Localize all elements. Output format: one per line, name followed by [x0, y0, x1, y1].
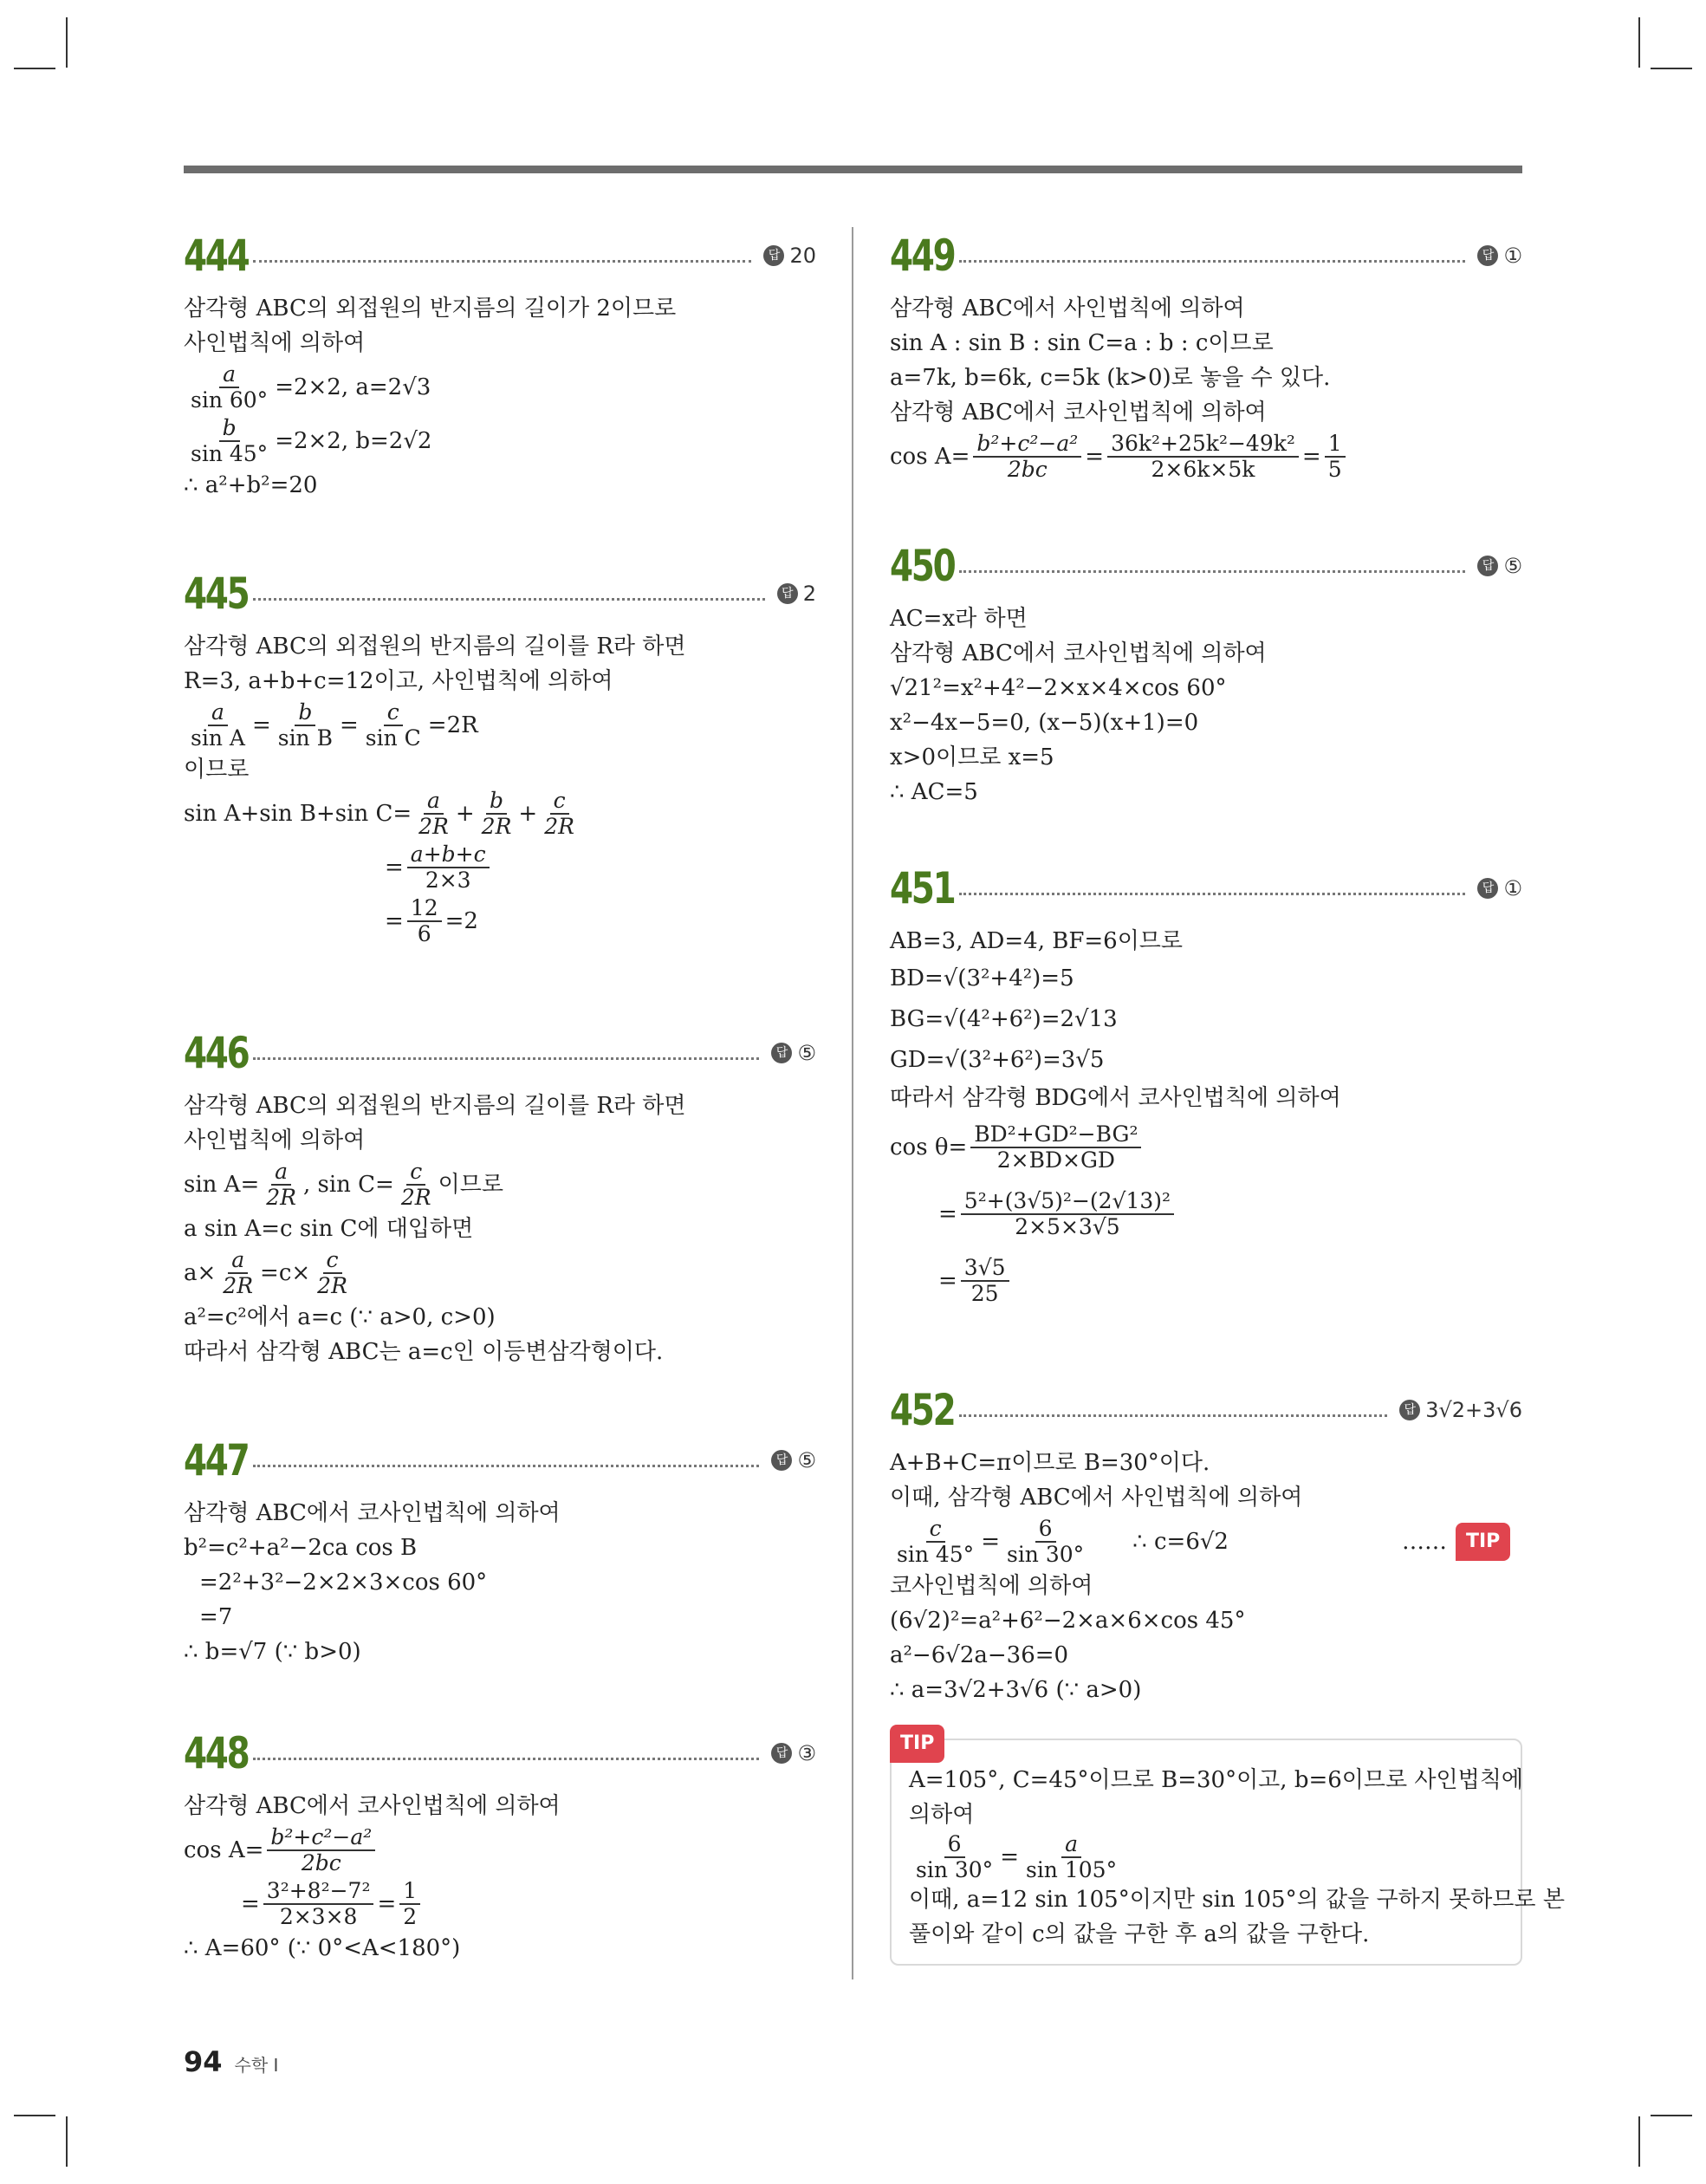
equation: = $\frac{a+b+c}{2\times 3}$: [184, 841, 816, 894]
equation-rhs: ∴ c=6√2: [1132, 1529, 1229, 1555]
equation: [184, 1158, 816, 1212]
denominator: sin 45°: [191, 441, 269, 466]
solution: [184, 1782, 816, 1966]
problem-header: [184, 565, 816, 622]
problem-451: [890, 860, 1522, 1381]
tip-line: 이때, a=12 sin 105°이지만 sin 105°의 값을 구하지 못하므로 본: [909, 1887, 1565, 1913]
solution-line: 삼각형 ABC에서 코사인법칙에 의하여: [890, 400, 1267, 426]
fraction: [398, 1160, 435, 1210]
equation-part: =c×: [260, 1260, 311, 1286]
equation-rhs: =2×2, b=2√2: [275, 428, 432, 454]
equation-part: , sin C=: [302, 1172, 394, 1198]
answer-icon: 답: [1399, 1400, 1420, 1420]
numerator: a+b+c: [407, 842, 490, 868]
denominator: sin A: [191, 725, 245, 751]
answer: [1399, 1398, 1522, 1422]
denominator: 2×3: [425, 868, 471, 893]
solution-line: b²=c²+a²−2ca cos B: [184, 1535, 418, 1561]
tip-line: A=105°, C=45°이므로 B=30°이고, b=6이므로 사인법칙에: [909, 1767, 1523, 1793]
fraction: [362, 700, 425, 751]
equation: [184, 1246, 816, 1300]
answer: [763, 244, 816, 268]
numerator: b: [486, 789, 507, 815]
denominator: 2: [403, 1904, 418, 1929]
numerator: 3√5: [961, 1256, 1009, 1282]
answer: [771, 1041, 816, 1065]
leader-dots: [253, 1465, 759, 1467]
solution-line: =7: [199, 1604, 233, 1630]
column-divider: [852, 227, 853, 1979]
solution-line: AC=x라 하면: [890, 606, 1028, 632]
solution-line: GD=√(3²+6²)=3√5: [890, 1047, 1105, 1073]
answer-value: ⑤: [797, 1041, 816, 1065]
problem-number: 446: [184, 1028, 249, 1078]
denominator: 6: [417, 921, 431, 946]
answer-icon: 답: [777, 583, 798, 604]
equation: = $\frac{12}{6}$ =2: [385, 895, 478, 946]
problem-header: [184, 1725, 816, 1782]
numerator: b: [295, 700, 315, 726]
fraction: [314, 1248, 351, 1298]
problem-header: [184, 1432, 816, 1489]
answer-value: ⑤: [797, 1448, 816, 1472]
solution-line: 삼각형 ABC에서 코사인법칙에 의하여: [184, 1500, 561, 1526]
fraction: [961, 1256, 1009, 1306]
equation: [184, 361, 816, 414]
numerator: 6: [944, 1832, 965, 1858]
denominator: sin 45°: [897, 1542, 975, 1567]
fraction: [407, 842, 490, 893]
solution-line: ∴ a²+b²=20: [184, 472, 318, 498]
problem-447: [184, 1432, 816, 1725]
answer: [777, 582, 816, 606]
leader-dots: [253, 598, 765, 601]
answer: [1477, 876, 1522, 900]
fraction: [187, 362, 271, 413]
numerator: a: [271, 1160, 291, 1186]
numerator: b²+c²−a²: [267, 1825, 375, 1851]
answer-icon: 답: [771, 1743, 792, 1764]
solution-line: 삼각형 ABC에서 코사인법칙에 의하여: [184, 1793, 561, 1819]
problem-445: [184, 565, 816, 1024]
solution: [890, 595, 1522, 809]
solution-line: ∴ A=60° (∵ 0°<A<180°): [184, 1935, 461, 1961]
tip-badge: TIP: [890, 1725, 944, 1763]
problem-header: [890, 860, 1522, 917]
equation-rhs: =2R: [427, 712, 478, 738]
solution-line: =2²+3²−2×2×3×cos 60°: [199, 1570, 488, 1596]
denominator: 2R: [223, 1273, 254, 1298]
numerator: 12: [407, 896, 442, 922]
leader-dots: [253, 260, 751, 263]
solution: [890, 284, 1522, 484]
problem-header: [890, 1381, 1522, 1439]
solution-line: 사인법칙에 의하여: [184, 330, 366, 356]
right-column: [890, 227, 1565, 1966]
answer-icon: 답: [1477, 245, 1498, 266]
solution-line: BG=√(4²+6²)=2√13: [890, 1006, 1118, 1032]
problem-number: 445: [184, 569, 249, 619]
answer: [771, 1448, 816, 1472]
numerator: c: [406, 1160, 425, 1186]
problem-header: [890, 227, 1522, 284]
denominator: 25: [970, 1281, 999, 1306]
solution-line: 사인법칙에 의하여: [184, 1128, 366, 1154]
denominator: 2R: [317, 1273, 347, 1298]
tip-line: 의하여: [909, 1802, 975, 1828]
denominator: 2bc: [1007, 457, 1048, 482]
equation: = $\frac{\text{5²+(3√5)²−(2√13)²}}{2\times 5\times 3√5}$: [890, 1180, 1522, 1249]
denominator: 2R: [481, 814, 512, 839]
solution-line: 코사인법칙에 의하여: [890, 1573, 1093, 1599]
numerator: a: [1061, 1832, 1081, 1858]
problem-number: 451: [890, 863, 955, 913]
fraction: [219, 1248, 256, 1298]
problem-number: 444: [184, 231, 249, 281]
tip-line: 풀이와 같이 c의 값을 구한 후 a의 값을 구한다.: [909, 1921, 1370, 1947]
fraction: [263, 1879, 374, 1929]
denominator: sin 105°: [1025, 1857, 1118, 1882]
numerator: a: [228, 1248, 248, 1274]
solution-line: R=3, a+b+c=12이고, 사인법칙에 의하여: [184, 668, 613, 694]
denominator: sin 30°: [916, 1857, 994, 1882]
crop-mark: [66, 2116, 68, 2167]
solution-line: 따라서 삼각형 BDG에서 코사인법칙에 의하여: [890, 1085, 1341, 1111]
tip-badge: TIP: [1456, 1523, 1510, 1561]
fraction: [970, 1122, 1141, 1173]
answer: [771, 1741, 816, 1765]
equation-lhs: cos A=: [890, 444, 970, 470]
equation-part: a×: [184, 1260, 217, 1286]
fraction: [187, 700, 249, 751]
answer-icon: 답: [763, 245, 784, 266]
equation: = $\frac{\text{3²+8²−7²}}{2\times 3\times 8}$ = $\frac{1}{2}$: [184, 1877, 816, 1931]
leader-dots: [253, 1758, 759, 1760]
answer: [1477, 554, 1522, 578]
denominator: 5: [1327, 457, 1342, 482]
answer-icon: 답: [771, 1043, 792, 1063]
problem-448: [184, 1725, 816, 1966]
solution-line: ∴ a=3√2+3√6 (∵ a>0): [890, 1677, 1142, 1703]
numerator: c: [323, 1248, 342, 1274]
solution-line: AB=3, AD=4, BF=6이므로: [890, 928, 1184, 954]
numerator: 6: [1035, 1517, 1056, 1543]
denominator: 2×BD×GD: [996, 1147, 1115, 1173]
leader-dots: [253, 1057, 759, 1060]
problem-header: [184, 1024, 816, 1082]
page-number: 94: [184, 2045, 223, 2078]
fraction: [1022, 1832, 1120, 1882]
equation: cos A= $\frac{\text{b²+c²−a²}}{2bc}$ = $\frac{\text{36k²+25k²−49k²}}{2\times 6k\times 5k}$ = $\frac{1}{5}$: [890, 430, 1522, 484]
denominator: sin C: [365, 725, 421, 751]
page-footer: [184, 2045, 278, 2078]
left-column: [184, 227, 816, 1966]
numerator: c: [550, 789, 569, 815]
denominator: sin 30°: [1006, 1542, 1085, 1567]
solution-line: 이때, 삼각형 ABC에서 사인법칙에 의하여: [890, 1485, 1303, 1511]
denominator: 2bc: [301, 1850, 341, 1875]
numerator: a: [219, 362, 239, 388]
fraction: [1325, 432, 1346, 482]
fraction: [407, 896, 442, 946]
problem-449: [890, 227, 1522, 537]
problem-number: 449: [890, 231, 955, 281]
problem-header: [184, 227, 816, 284]
numerator: c: [384, 700, 403, 726]
answer-value: ③: [797, 1741, 816, 1765]
denominator: 2×6k×5k: [1151, 457, 1255, 482]
fraction: [893, 1517, 977, 1567]
numerator: 36k²+25k²−49k²: [1107, 432, 1299, 458]
solution-line: 이므로: [184, 757, 250, 783]
solution: [184, 284, 816, 503]
solution-line: ∴ AC=5: [890, 779, 978, 805]
solution: [184, 1489, 816, 1669]
equation-lhs: cos A=: [184, 1837, 264, 1863]
crop-mark: [1651, 68, 1692, 69]
problem-450: [890, 537, 1522, 860]
equation-part: 이므로: [438, 1172, 503, 1198]
equation: = $\frac{3√5}{25}$: [890, 1249, 1522, 1313]
solution-line: A+B+C=π이므로 B=30°이다.: [890, 1450, 1210, 1476]
answer-icon: 답: [1477, 878, 1498, 899]
answer-icon: 답: [771, 1450, 792, 1471]
numerator: a: [208, 700, 228, 726]
problem-444: [184, 227, 816, 565]
numerator: BD²+GD²−BG²: [970, 1122, 1141, 1148]
equation-part: sin A=: [184, 1172, 260, 1198]
solution-line: 삼각형 ABC의 외접원의 반지름의 길이를 R라 하면: [184, 1093, 686, 1119]
solution-line: a sin A=c sin C에 대입하면: [184, 1216, 474, 1242]
numerator: 3²+8²−7²: [263, 1879, 374, 1905]
problem-number: 448: [184, 1728, 249, 1778]
solution: [184, 1082, 816, 1369]
numerator: c: [926, 1517, 945, 1543]
fraction: [973, 432, 1081, 482]
equation: sin A+sin B+sin C= $\frac{a}{2R}$ + $\frac{b}{2R}$ + $\frac{c}{2R}$: [184, 787, 816, 841]
crop-mark: [1651, 2115, 1692, 2116]
crop-mark: [1638, 2116, 1640, 2167]
solution-line: (6√2)²=a²+6²−2×a×6×cos 45°: [890, 1608, 1246, 1634]
crop-mark: [1638, 17, 1640, 68]
fraction: [275, 700, 336, 751]
answer-value: ⑤: [1503, 554, 1522, 578]
leader-dots-text: ……: [1401, 1529, 1447, 1555]
fraction: [1107, 432, 1299, 482]
numerator: 5²+(3√5)²−(2√13)²: [961, 1189, 1174, 1215]
fraction: [415, 789, 452, 839]
denominator: 2R: [266, 1185, 296, 1210]
problem-header: [890, 537, 1522, 595]
denominator: 2R: [400, 1185, 431, 1210]
answer-value: ①: [1503, 876, 1522, 900]
problem-446: [184, 1024, 816, 1432]
solution-line: 따라서 삼각형 ABC는 a=c인 이등변삼각형이다.: [184, 1339, 664, 1365]
solution-line: sin A : sin B : sin C=a : b : c이므로: [890, 330, 1274, 356]
problem-number: 447: [184, 1435, 249, 1485]
book-title: 수학 I: [234, 2055, 279, 2076]
solution: [890, 917, 1522, 1313]
crop-mark: [14, 68, 55, 69]
equation: $\frac{c}{\sin 45^\circ}$ = $\frac{6}{\sin 30^\circ}$ ∴ c=6√2 …… TIP: [890, 1515, 1522, 1569]
answer-value: 3√2+3√6: [1425, 1398, 1522, 1422]
header-rule: [184, 166, 1522, 173]
problem-number: 450: [890, 541, 955, 591]
solution: [890, 1439, 1565, 1966]
tip-box: [890, 1732, 1565, 1966]
denominator: 2×5×3√5: [1015, 1214, 1120, 1239]
solution-line: x²−4x−5=0, (x−5)(x+1)=0: [890, 710, 1199, 736]
answer-value: 2: [802, 582, 816, 606]
answer-icon: 답: [1477, 556, 1498, 576]
fraction: [399, 1879, 420, 1929]
numerator: 1: [1325, 432, 1346, 458]
solution-line: 삼각형 ABC에서 코사인법칙에 의하여: [890, 640, 1267, 666]
leader-dots: [959, 1414, 1387, 1417]
solution-line: ∴ b=√7 (∵ b>0): [184, 1639, 361, 1665]
answer-value: 20: [789, 244, 816, 268]
solution-line: √21²=x²+4²−2×x×4×cos 60°: [890, 675, 1227, 701]
equation-lhs: sin A+sin B+sin C=: [184, 801, 412, 827]
leader-dots: [959, 893, 1465, 895]
denominator: 2R: [418, 814, 449, 839]
fraction: [912, 1832, 996, 1882]
denominator: 2R: [544, 814, 574, 839]
solution: [184, 622, 816, 948]
fraction: [267, 1825, 375, 1875]
solution-line: BD=√(3²+4²)=5: [890, 965, 1074, 991]
solution-line: 삼각형 ABC의 외접원의 반지름의 길이를 R라 하면: [184, 634, 686, 660]
denominator: 2×3×8: [279, 1904, 358, 1929]
equation-lhs: cos θ=: [890, 1134, 968, 1160]
denominator: sin 60°: [191, 387, 269, 413]
problem-452: [890, 1381, 1565, 1966]
numerator: a: [424, 789, 444, 815]
fraction: [1003, 1517, 1087, 1567]
fraction: [263, 1160, 300, 1210]
numerator: 1: [399, 1879, 420, 1905]
solution-line: 삼각형 ABC에서 사인법칙에 의하여: [890, 296, 1245, 322]
equation: [184, 1823, 816, 1877]
equation: [184, 414, 816, 468]
fraction: [541, 789, 578, 839]
solution-line: a²−6√2a−36=0: [890, 1642, 1069, 1668]
equation: $\frac{a}{\text{sin A}}$ = $\frac{b}{\text{sin B}}$ = $\frac{c}{\text{sin C}}$ =2R: [184, 699, 816, 752]
equation-rhs: =2×2, a=2√3: [275, 374, 431, 400]
numerator: b²+c²−a²: [973, 432, 1081, 458]
solution-line: a²=c²에서 a=c (∵ a>0, c>0): [184, 1304, 496, 1330]
fraction: [187, 416, 271, 466]
answer-value: ①: [1503, 244, 1522, 268]
solution-line: 삼각형 ABC의 외접원의 반지름의 길이가 2이므로: [184, 296, 677, 322]
solution-line: x>0이므로 x=5: [890, 744, 1054, 770]
leader-dots: [959, 570, 1465, 573]
crop-mark: [66, 17, 68, 68]
problem-number: 452: [890, 1385, 955, 1435]
denominator: sin B: [277, 725, 333, 751]
leader-dots: [959, 260, 1465, 263]
fraction: [961, 1189, 1174, 1239]
numerator: b: [219, 416, 240, 442]
solution-line: a=7k, b=6k, c=5k (k>0)로 놓을 수 있다.: [890, 365, 1331, 391]
answer: [1477, 244, 1522, 268]
equation-rhs: =2: [444, 908, 478, 934]
crop-mark: [14, 2115, 55, 2116]
equation: $\frac{6}{\sin 30^\circ}$ = $\frac{a}{\sin 105^\circ}$: [909, 1832, 1503, 1882]
equation: [890, 1115, 1522, 1180]
fraction: [478, 789, 516, 839]
